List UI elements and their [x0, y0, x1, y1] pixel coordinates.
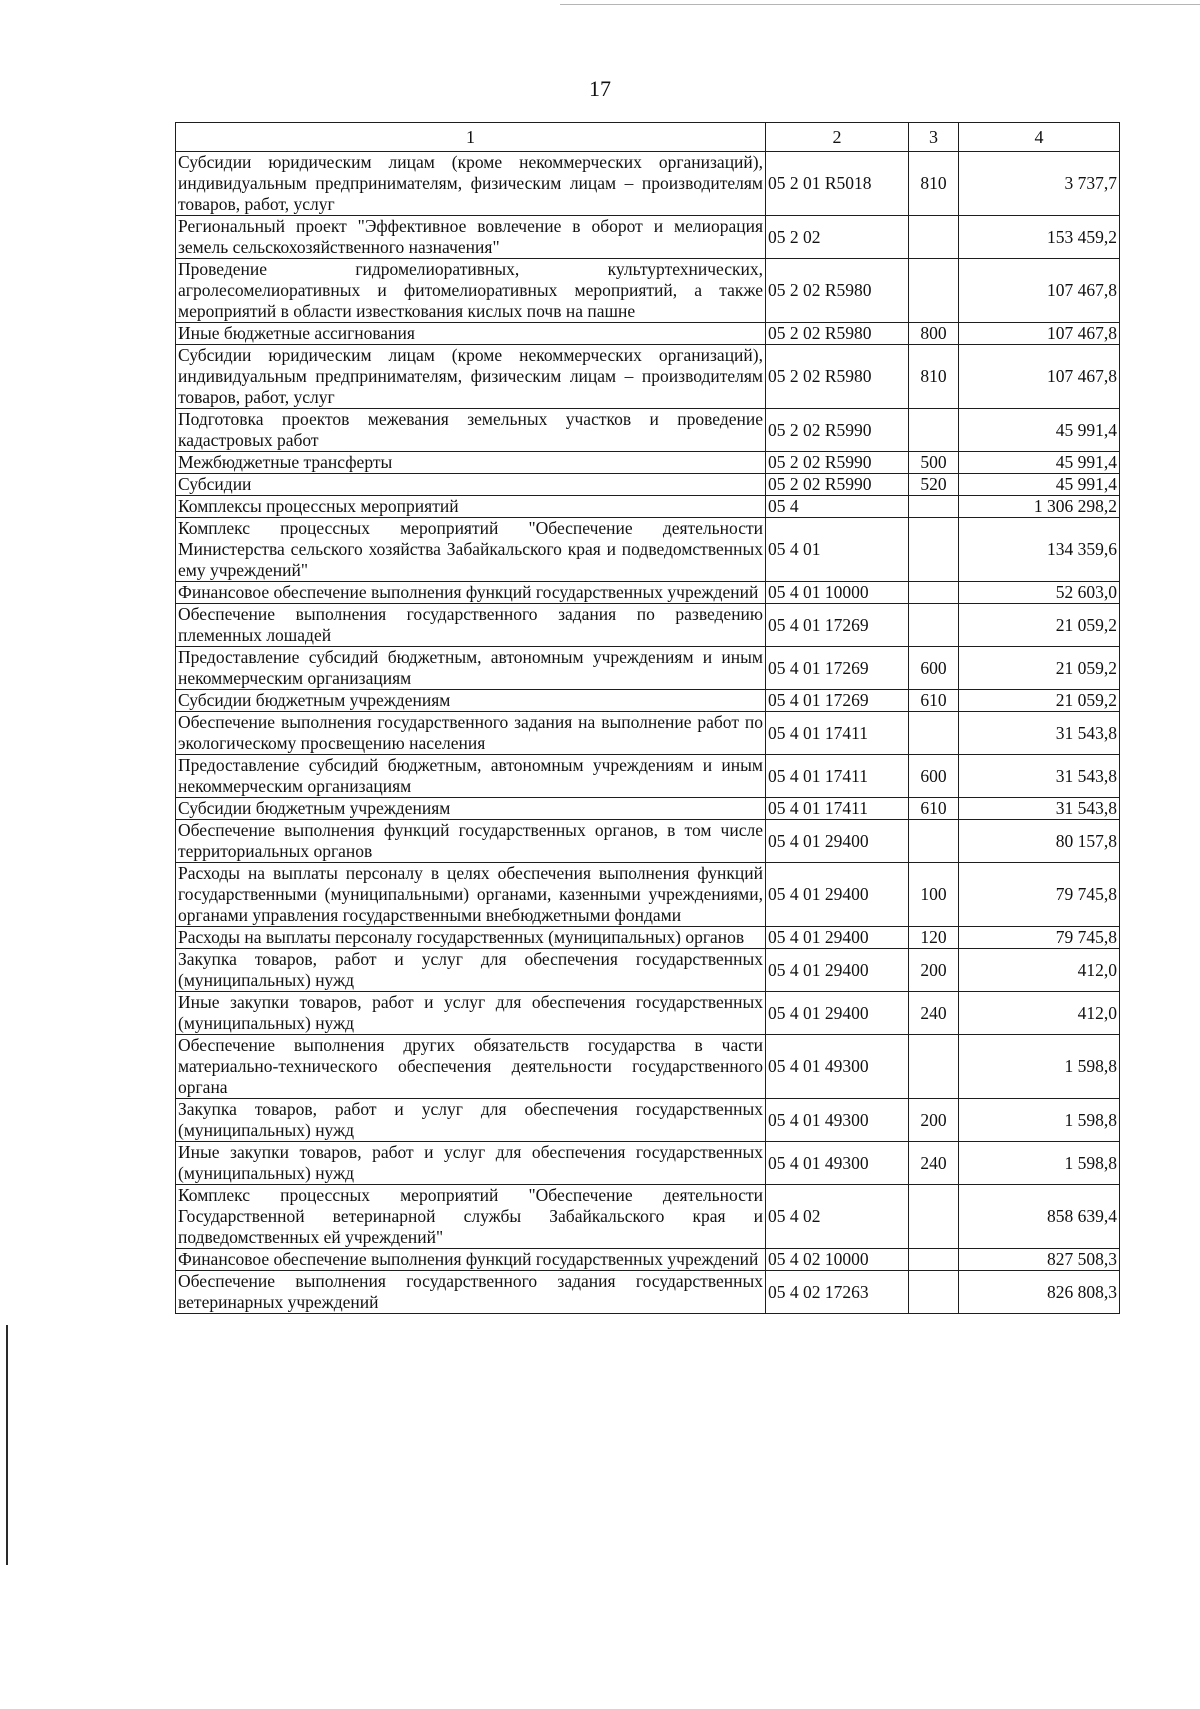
table-row — [176, 647, 1120, 690]
table-row — [176, 152, 1120, 216]
row-type-cell — [909, 1271, 959, 1314]
row-name-cell: Субсидии — [176, 474, 766, 496]
row-type-cell: 240 — [909, 992, 959, 1035]
row-type-cell: 120 — [909, 927, 959, 949]
row-type-cell — [909, 518, 959, 582]
table-row — [176, 345, 1120, 409]
table-body — [176, 152, 1120, 1314]
row-type-cell — [909, 820, 959, 863]
row-code-cell: 05 4 01 17411 — [766, 755, 909, 798]
row-name-cell: Закупка товаров, работ и услуг для обеспечения государственных (муниципальных) нужд — [176, 1099, 766, 1142]
row-type-cell — [909, 1035, 959, 1099]
row-code-cell: 05 4 — [766, 496, 909, 518]
row-code-cell: 05 2 02 R5980 — [766, 345, 909, 409]
row-name-cell: Обеспечение выполнения государственного задания на выполнение работ по экологическому просвещению населения — [176, 712, 766, 755]
row-type-cell: 810 — [909, 345, 959, 409]
row-amount-cell: 31 543,8 — [959, 712, 1120, 755]
row-type-cell — [909, 216, 959, 259]
row-code-cell: 05 4 02 10000 — [766, 1249, 909, 1271]
row-amount-cell: 107 467,8 — [959, 345, 1120, 409]
table-row — [176, 323, 1120, 345]
row-code-cell: 05 4 01 29400 — [766, 949, 909, 992]
row-amount-cell: 107 467,8 — [959, 323, 1120, 345]
row-code-cell: 05 4 01 29400 — [766, 992, 909, 1035]
row-type-cell: 240 — [909, 1142, 959, 1185]
row-code-cell: 05 4 01 29400 — [766, 927, 909, 949]
row-amount-cell: 827 508,3 — [959, 1249, 1120, 1271]
row-code-cell: 05 4 01 29400 — [766, 820, 909, 863]
row-type-cell — [909, 496, 959, 518]
row-name-cell: Иные закупки товаров, работ и услуг для обеспечения государственных (муниципальных) нужд — [176, 992, 766, 1035]
page-number: 17 — [589, 76, 611, 101]
row-code-cell: 05 2 01 R5018 — [766, 152, 909, 216]
row-type-cell: 800 — [909, 323, 959, 345]
row-name-cell: Предоставление субсидий бюджетным, автономным учреждениям и иным некоммерческим организациям — [176, 755, 766, 798]
row-type-cell: 600 — [909, 647, 959, 690]
table-row — [176, 452, 1120, 474]
row-name-cell: Проведение гидромелиоративных, культуртехнических, агролесомелиоративных и фитомелиоративных мероприятий, а также мероприятий в области известкования кислых почв на пашне — [176, 259, 766, 323]
table-row — [176, 992, 1120, 1035]
table-row — [176, 1142, 1120, 1185]
row-amount-cell: 1 306 298,2 — [959, 496, 1120, 518]
row-type-cell: 810 — [909, 152, 959, 216]
row-name-cell: Комплекс процессных мероприятий "Обеспечение деятельности Государственной ветеринарной службы Забайкальского края и подведомственных ей учреждений" — [176, 1185, 766, 1249]
row-code-cell: 05 2 02 — [766, 216, 909, 259]
row-code-cell: 05 4 01 49300 — [766, 1142, 909, 1185]
budget-table — [175, 122, 1120, 1314]
row-amount-cell: 826 808,3 — [959, 1271, 1120, 1314]
row-amount-cell: 153 459,2 — [959, 216, 1120, 259]
table-row — [176, 496, 1120, 518]
table-row — [176, 409, 1120, 452]
table-row — [176, 798, 1120, 820]
row-code-cell: 05 4 02 17263 — [766, 1271, 909, 1314]
row-name-cell: Межбюджетные трансферты — [176, 452, 766, 474]
row-code-cell: 05 2 02 R5990 — [766, 474, 909, 496]
header-col-4: 4 — [959, 123, 1120, 152]
row-amount-cell: 80 157,8 — [959, 820, 1120, 863]
row-code-cell: 05 4 02 — [766, 1185, 909, 1249]
row-type-cell — [909, 409, 959, 452]
row-amount-cell: 45 991,4 — [959, 409, 1120, 452]
header-col-1: 1 — [176, 123, 766, 152]
scan-margin-mark — [6, 1325, 8, 1565]
row-type-cell — [909, 259, 959, 323]
table-row — [176, 863, 1120, 927]
row-name-cell: Субсидии юридическим лицам (кроме некоммерческих организаций), индивидуальным предпринимателям, физическим лицам – производителям товаров, работ, услуг — [176, 152, 766, 216]
table-row — [176, 474, 1120, 496]
row-code-cell: 05 2 02 R5980 — [766, 323, 909, 345]
row-name-cell: Обеспечение выполнения государственного задания государственных ветеринарных учреждений — [176, 1271, 766, 1314]
table-header-row — [176, 123, 1120, 152]
row-amount-cell: 21 059,2 — [959, 690, 1120, 712]
row-name-cell: Закупка товаров, работ и услуг для обеспечения государственных (муниципальных) нужд — [176, 949, 766, 992]
scan-top-rule — [560, 4, 1200, 5]
row-code-cell: 05 4 01 49300 — [766, 1035, 909, 1099]
row-type-cell — [909, 712, 959, 755]
table-row — [176, 1185, 1120, 1249]
row-code-cell: 05 4 01 10000 — [766, 582, 909, 604]
row-type-cell: 600 — [909, 755, 959, 798]
row-name-cell: Расходы на выплаты персоналу государственных (муниципальных) органов — [176, 927, 766, 949]
table-row — [176, 216, 1120, 259]
row-code-cell: 05 4 01 49300 — [766, 1099, 909, 1142]
row-amount-cell: 107 467,8 — [959, 259, 1120, 323]
table-row — [176, 1271, 1120, 1314]
table-row — [176, 259, 1120, 323]
row-amount-cell: 21 059,2 — [959, 647, 1120, 690]
row-type-cell: 100 — [909, 863, 959, 927]
row-name-cell: Иные закупки товаров, работ и услуг для обеспечения государственных (муниципальных) нужд — [176, 1142, 766, 1185]
row-amount-cell: 31 543,8 — [959, 755, 1120, 798]
row-amount-cell: 3 737,7 — [959, 152, 1120, 216]
row-name-cell: Обеспечение выполнения государственного задания по разведению племенных лошадей — [176, 604, 766, 647]
row-amount-cell: 412,0 — [959, 992, 1120, 1035]
row-code-cell: 05 4 01 — [766, 518, 909, 582]
row-amount-cell: 412,0 — [959, 949, 1120, 992]
row-type-cell — [909, 1249, 959, 1271]
row-amount-cell: 858 639,4 — [959, 1185, 1120, 1249]
row-amount-cell: 1 598,8 — [959, 1142, 1120, 1185]
row-type-cell: 610 — [909, 798, 959, 820]
row-name-cell: Расходы на выплаты персоналу в целях обеспечения выполнения функций государственными (муниципальными) органами, казенными учреждениями, органами управления государственными внебюджетными фондами — [176, 863, 766, 927]
table-row — [176, 582, 1120, 604]
row-code-cell: 05 2 02 R5990 — [766, 452, 909, 474]
row-amount-cell: 1 598,8 — [959, 1035, 1120, 1099]
table-row — [176, 518, 1120, 582]
row-type-cell: 200 — [909, 949, 959, 992]
row-name-cell: Комплексы процессных мероприятий — [176, 496, 766, 518]
row-amount-cell: 79 745,8 — [959, 927, 1120, 949]
row-code-cell: 05 2 02 R5980 — [766, 259, 909, 323]
row-amount-cell: 21 059,2 — [959, 604, 1120, 647]
table-row — [176, 927, 1120, 949]
row-amount-cell: 31 543,8 — [959, 798, 1120, 820]
table-row — [176, 755, 1120, 798]
table-row — [176, 604, 1120, 647]
table-row — [176, 712, 1120, 755]
header-col-3: 3 — [909, 123, 959, 152]
row-name-cell: Комплекс процессных мероприятий "Обеспечение деятельности Министерства сельского хозяйства Забайкальского края и подведомственных ему учреждений" — [176, 518, 766, 582]
row-name-cell: Иные бюджетные ассигнования — [176, 323, 766, 345]
row-name-cell: Финансовое обеспечение выполнения функций государственных учреждений — [176, 1249, 766, 1271]
row-name-cell: Обеспечение выполнения функций государственных органов, в том числе территориальных органов — [176, 820, 766, 863]
row-amount-cell: 1 598,8 — [959, 1099, 1120, 1142]
row-amount-cell: 52 603,0 — [959, 582, 1120, 604]
row-amount-cell: 79 745,8 — [959, 863, 1120, 927]
row-name-cell: Финансовое обеспечение выполнения функций государственных учреждений — [176, 582, 766, 604]
row-type-cell: 520 — [909, 474, 959, 496]
row-name-cell: Подготовка проектов межевания земельных участков и проведение кадастровых работ — [176, 409, 766, 452]
row-name-cell: Субсидии бюджетным учреждениям — [176, 798, 766, 820]
row-code-cell: 05 4 01 17269 — [766, 690, 909, 712]
table-row — [176, 949, 1120, 992]
row-code-cell: 05 4 01 17269 — [766, 647, 909, 690]
row-type-cell: 200 — [909, 1099, 959, 1142]
row-type-cell: 500 — [909, 452, 959, 474]
row-name-cell: Субсидии юридическим лицам (кроме некоммерческих организаций), индивидуальным предпринимателям, физическим лицам – производителям товаров, работ, услуг — [176, 345, 766, 409]
row-code-cell: 05 2 02 R5990 — [766, 409, 909, 452]
table-row — [176, 1249, 1120, 1271]
row-name-cell: Субсидии бюджетным учреждениям — [176, 690, 766, 712]
row-amount-cell: 134 359,6 — [959, 518, 1120, 582]
row-amount-cell: 45 991,4 — [959, 452, 1120, 474]
row-code-cell: 05 4 01 17411 — [766, 798, 909, 820]
row-type-cell — [909, 604, 959, 647]
row-name-cell: Обеспечение выполнения других обязательств государства в части материально-технического обеспечения деятельности государственного органа — [176, 1035, 766, 1099]
row-code-cell: 05 4 01 17411 — [766, 712, 909, 755]
row-type-cell — [909, 1185, 959, 1249]
row-type-cell: 610 — [909, 690, 959, 712]
row-code-cell: 05 4 01 17269 — [766, 604, 909, 647]
table-row — [176, 1035, 1120, 1099]
row-name-cell: Предоставление субсидий бюджетным, автономным учреждениям и иным некоммерческим организациям — [176, 647, 766, 690]
row-type-cell — [909, 582, 959, 604]
row-amount-cell: 45 991,4 — [959, 474, 1120, 496]
table-row — [176, 820, 1120, 863]
table-row — [176, 690, 1120, 712]
header-col-2: 2 — [766, 123, 909, 152]
row-code-cell: 05 4 01 29400 — [766, 863, 909, 927]
table-row — [176, 1099, 1120, 1142]
row-name-cell: Региональный проект "Эффективное вовлечение в оборот и мелиорация земель сельскохозяйственного назначения" — [176, 216, 766, 259]
